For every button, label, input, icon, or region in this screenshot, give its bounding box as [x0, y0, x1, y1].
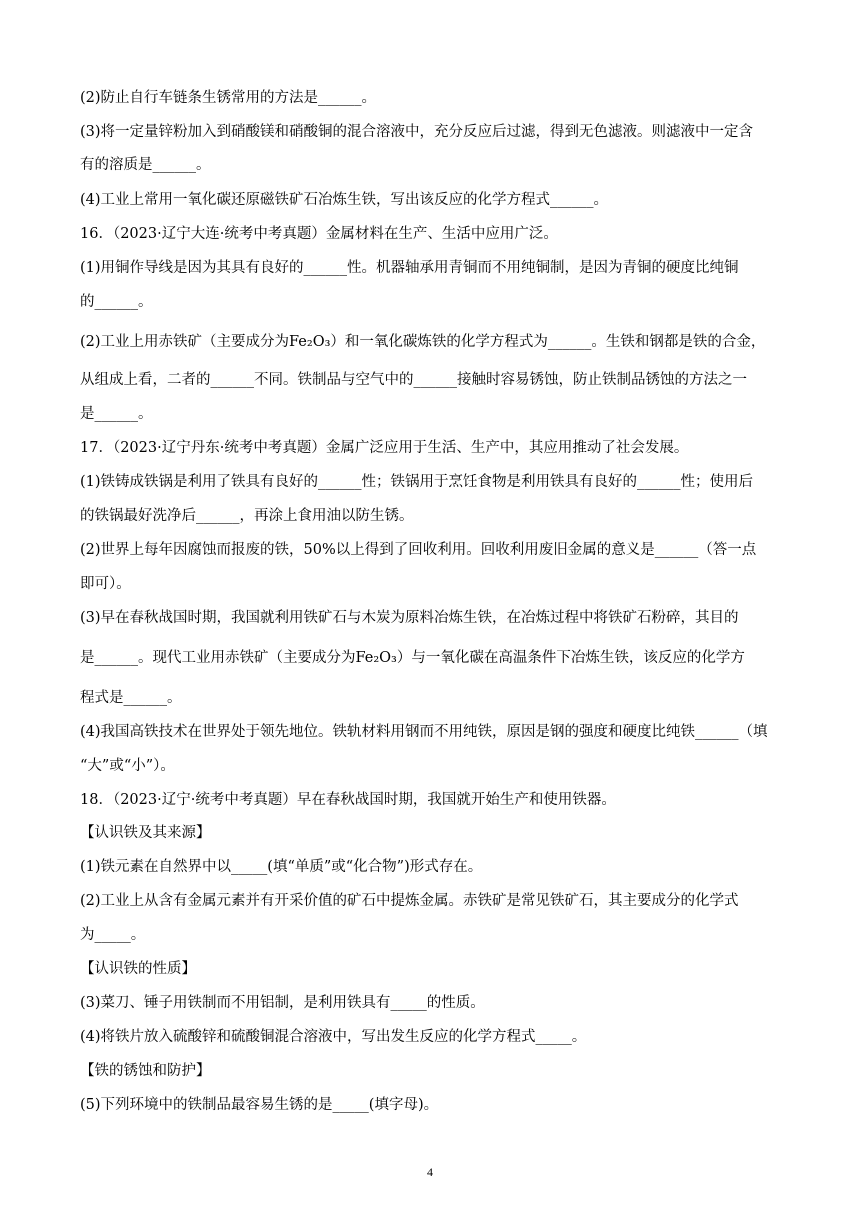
section-label: 【铁的锈蚀和防护】: [80, 1063, 211, 1079]
text-line: 为_____。: [80, 927, 146, 943]
section-label: 【认识铁的性质】: [80, 961, 196, 977]
question-heading: 17．（2023·辽宁丹东·统考中考真题）金属广泛应用于生活、生产中，其应用推动了社会发展。: [80, 440, 689, 456]
text-line: (1)铁铸成铁锅是利用了铁具有良好的______性；铁锅用于烹饪食物是利用铁具有良好的______性；使用后: [80, 474, 754, 490]
text-line: 是______。: [80, 406, 153, 422]
section-label: 【认识铁及其来源】: [80, 825, 211, 841]
text-line: (1)用铜作导线是因为其具有良好的______性。机器轴承用青铜而不用纯铜制，是因为青铜的硬度比纯铜: [80, 260, 739, 276]
text-line: 的铁锅最好洗净后______，再涂上食用油以防生锈。: [80, 508, 414, 524]
text-line: (4)工业上常用一氧化碳还原磁铁矿石冶炼生铁，写出该反应的化学方程式______。: [80, 192, 609, 208]
text-line: “大”或“小”）。: [80, 758, 175, 774]
text-line: (3)将一定量锌粉加入到硝酸镁和硝酸铜的混合溶液中，充分反应后过滤，得到无色滤液。则滤液中一定含: [80, 124, 754, 140]
question-heading: 16．（2023·辽宁大连·统考中考真题）金属材料在生产、生活中应用广泛。: [80, 226, 558, 242]
text-line: (5)下列环境中的铁制品最容易生锈的是_____(填字母)。: [80, 1097, 439, 1113]
text-line: 有的溶质是______。: [80, 157, 211, 173]
text-line: 即可）。: [80, 576, 131, 592]
text-line: 从组成上看，二者的______不同。铁制品与空气中的______接触时容易锈蚀，防止铁制品锈蚀的方法之一: [80, 372, 747, 388]
text-line: (2)工业上用赤铁矿（主要成分为Fe₂O₃）和一氧化碳炼铁的化学方程式为______。生铁和钢都是铁的合金，: [80, 334, 766, 350]
text-line: (2)工业上从含有金属元素并有开采价值的矿石中提炼金属。赤铁矿是常见铁矿石，其主要成分的化学式: [80, 893, 739, 909]
page-number: 4: [427, 1165, 433, 1179]
text-line: 程式是______。: [80, 690, 182, 706]
text-line: (3)早在春秋战国时期，我国就利用铁矿石与木炭为原料冶炼生铁，在冶炼过程中将铁矿石粉碎，其目的: [80, 610, 739, 626]
text-line: (2)世界上每年因腐蚀而报废的铁，50%以上得到了回收利用。回收利用废旧金属的意义是______（答一点: [80, 542, 757, 558]
text-line: (2)防止自行车链条生锈常用的方法是______。: [80, 90, 377, 106]
text-line: (4)将铁片放入硫酸锌和硫酸铜混合溶液中，写出发生反应的化学方程式_____。: [80, 1029, 587, 1045]
text-line: 是______。现代工业用赤铁矿（主要成分为Fe₂O₃）与一氧化碳在高温条件下冶炼生铁，该反应的化学方: [80, 650, 745, 666]
text-line: (3)菜刀、锤子用铁制而不用铝制，是利用铁具有_____的性质。: [80, 995, 485, 1011]
text-line: 的______。: [80, 294, 153, 310]
question-heading: 18．（2023·辽宁·统考中考真题）早在春秋战国时期，我国就开始生产和使用铁器。: [80, 792, 616, 808]
text-line: (4)我国高铁技术在世界处于领先地位。铁轨材料用钢而不用纯铁，原因是钢的强度和硬度比纯铁______（填: [80, 724, 768, 740]
text-line: (1)铁元素在自然界中以_____(填“单质”或“化合物”)形式存在。: [80, 859, 483, 875]
